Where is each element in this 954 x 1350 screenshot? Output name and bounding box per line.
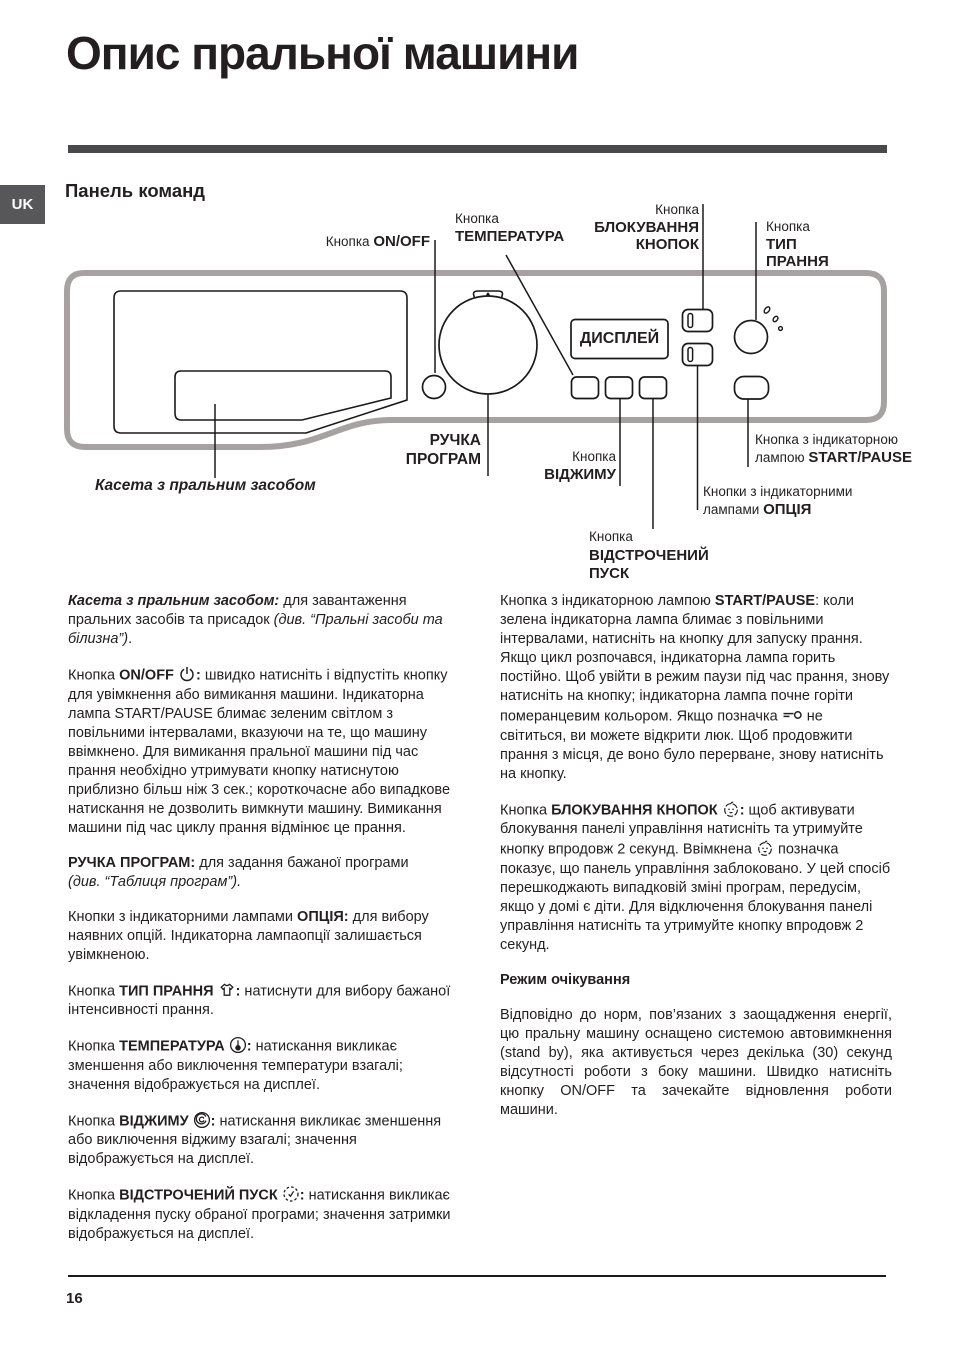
paragraph-standby: Відповідно до норм, пов’язаних з заощадження енергії, цю пральну машину оснащено системою автовимкнення (stand by), яка активується через декілька (30) секунд відсутності роботи з боку машини. Швидко натисніть кнопку ON/OFF та зачекайте відновлення роботи машини. — [500, 1006, 892, 1118]
right-column — [500, 592, 892, 1136]
label-spin: Кнопка ВІДЖИМУ — [544, 449, 616, 483]
display-label: ДИСПЛЕЙ — [579, 330, 660, 347]
left-column — [68, 592, 462, 1260]
paragraph-on-off: Кнопка ON/OFF : швидко натисніть і відпустіть кнопку для увімкнення або вимикання машини. Індикаторна лампа START/PAUSE блимає зеленим світлом з повільними інтервалами, вказуючи на те, що машину ввімкнено. Для вимикання пральної машини під час прання необхідно утримувати кнопку натиснутою приблизно більш ніж 3 сек.; короткочасне або випадкове натискання не дозволить вимкнути машину. Вимикання машини під час циклу прання відмінює це прання. — [68, 665, 462, 838]
label-key-lock: Кнопка БЛОКУВАННЯ КНОПОК — [594, 202, 699, 253]
paragraph-spin: Кнопка ВІДЖИМУ : натискання викликає зменшення або виключення віджиму взагалі; значення відображується на дисплеї. — [68, 1111, 462, 1170]
standby-heading: Режим очікування — [500, 971, 631, 988]
page-number: 16 — [66, 1290, 83, 1307]
option-button-2 — [683, 344, 713, 366]
label-temperature: Кнопка ТЕМПЕРАТУРА — [455, 211, 565, 245]
label-start-pause: Кнопка з індикаторною лампою START/PAUSE — [755, 432, 912, 466]
delay-button — [640, 377, 667, 399]
child-lock-icon — [756, 839, 774, 857]
paragraph-start-pause: Кнопка з індикаторною лампою START/PAUSE: коли зелена індикаторна лампа блимає з повільними інтервалами, натисніть на кнопку для запуску прання. Якщо цикл розпочався, індикаторна лампа горить постійно. Щоб увійти в режим паузи під час прання, знову натисніть на кнопку; індикаторна лампа почне горіти померанцевим кольором. Якщо позначка не світиться, ви можете відкрити люк. Щоб продовжити прання з місця, де воно було перерване, знову натисніть на кнопку. — [500, 593, 890, 782]
wash-type-button — [735, 321, 768, 354]
paragraph-key-lock: Кнопка БЛОКУВАННЯ КНОПОК : щоб активувати блокування панелі управління натисніть та утримуйте кнопку впродовж 2 секунд. Ввімкнена позначка показує, що панель управління заблоковано. У цей спосіб перешкоджають випадковій зміні програм, передусім, якщо у домі є діти. Для відключення блокування панелі управління натисніть та утримуйте кнопку впродовж 2 секунд. — [500, 800, 892, 955]
label-detergent-drawer: Касета з пральним засобом — [95, 477, 316, 494]
paragraph-program-knob: РУЧКА ПРОГРАМ: для задання бажаної програми (див. “Таблиця програм”). — [68, 854, 409, 890]
thermometer-icon — [229, 1036, 247, 1054]
paragraph-wash-type: Кнопка ТИП ПРАННЯ : натиснути для вибору бажаної інтенсивності прання. — [68, 981, 462, 1021]
door-locked-icon — [782, 706, 803, 724]
footer-divider — [68, 1275, 886, 1277]
page-title: Опис пральної машини — [66, 27, 579, 79]
spin-button — [606, 377, 633, 399]
tshirt-icon — [218, 981, 236, 999]
child-lock-icon — [722, 800, 740, 818]
power-icon — [178, 665, 196, 683]
label-on-off: Кнопка ON/OFF — [325, 233, 430, 250]
on-off-button — [423, 376, 446, 399]
section-heading: Панель команд — [65, 180, 206, 201]
paragraph-delay-start: Кнопка ВІДСТРОЧЕНИЙ ПУСК : натискання викликає відкладення пуску обраної програми; значення затримки відображується на дисплеї. — [68, 1185, 462, 1244]
paragraph-option: Кнопки з індикаторними лампами ОПЦІЯ: для вибору наявних опцій. Індикаторна лампаопції залишається увімкненою. — [68, 908, 429, 963]
label-delay: Кнопка ВІДСТРОЧЕНИЙ ПУСК — [589, 529, 709, 582]
paragraph-temperature: Кнопка ТЕМПЕРАТУРА : натискання викликає зменшення або виключення температури взагалі; значення відображується на дисплеї. — [68, 1036, 462, 1095]
option-button-1 — [683, 310, 713, 332]
temperature-button — [572, 377, 599, 399]
label-option: Кнопки з індикаторними лампами ОПЦІЯ — [703, 484, 853, 518]
delay-timer-icon — [282, 1185, 300, 1203]
program-knob — [439, 296, 537, 394]
paragraph-detergent-drawer: Касета з пральним засобом: для завантаження пральних засобів та присадок (див. “Пральні засоби та білизна”). — [68, 593, 443, 647]
start-pause-button — [735, 377, 769, 400]
language-tab-label: UK — [11, 196, 34, 213]
spin-spiral-icon — [193, 1111, 211, 1129]
label-wash-type: Кнопка ТИП ПРАННЯ — [766, 219, 829, 270]
label-program-knob: РУЧКА ПРОГРАМ — [405, 432, 481, 468]
